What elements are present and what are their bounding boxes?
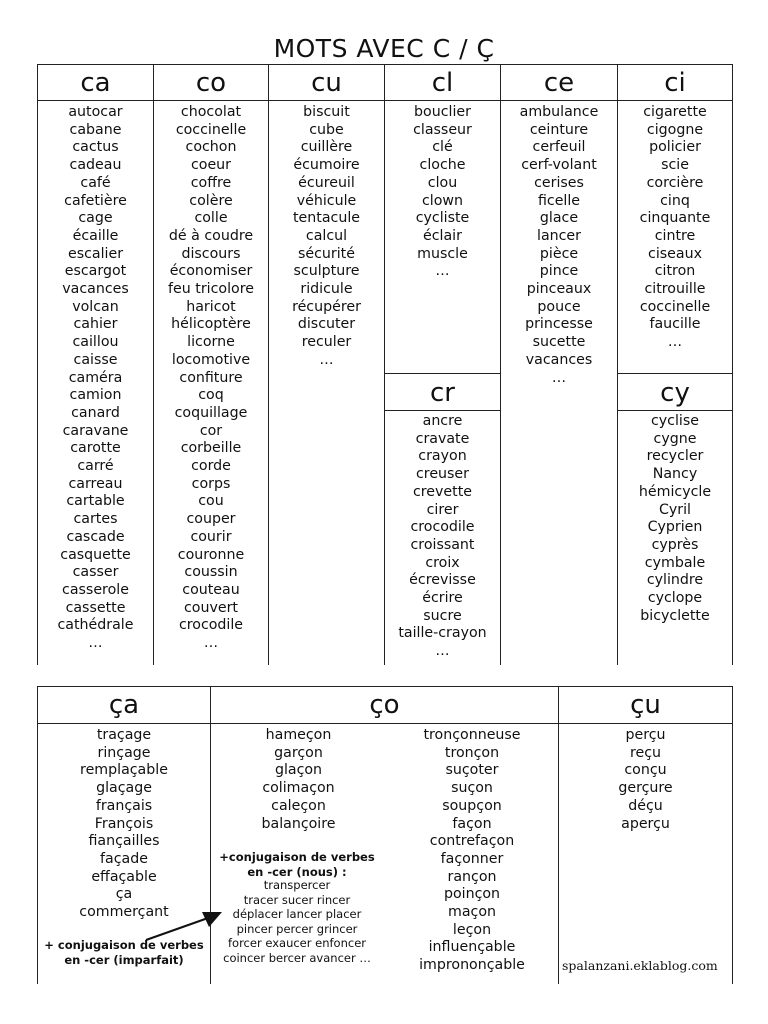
word-cr: … (435, 643, 450, 660)
word-cedille-co: imprononçable (419, 957, 525, 974)
word-cu: récupérer (292, 298, 361, 315)
word-ce: pince (539, 263, 579, 280)
word-cedille-co: garçon (274, 744, 323, 761)
word-cu: véhicule (296, 192, 357, 209)
word-co: hélicoptère (171, 316, 251, 333)
word-ci: cinq (660, 192, 690, 209)
word-cedille-cu: aperçu (621, 815, 670, 832)
word-cy: recycler (646, 448, 704, 465)
word-cedille-co: soupçon (442, 797, 502, 814)
word-co: couper (186, 511, 236, 528)
word-ca: canard (71, 404, 120, 421)
word-ca: autocar (68, 104, 123, 120)
header-cl: cl (431, 68, 454, 98)
word-ca: … (88, 635, 103, 652)
word-ci: cinquante (639, 210, 711, 227)
word-co: couvert (184, 599, 238, 616)
word-cu: … (319, 351, 334, 368)
word-cl: muscle (417, 245, 468, 262)
word-cl: clou (427, 174, 458, 191)
header-ca: ca (80, 68, 111, 98)
word-cr: cravate (415, 430, 470, 447)
word-cedille-co: hameçon (265, 727, 332, 743)
word-cy: cygne (653, 430, 697, 447)
word-cy: Cyprien (647, 519, 703, 536)
word-co: coquillage (174, 404, 248, 421)
note-verb-line: tracer sucer rincer (243, 892, 351, 907)
word-ce: ambulance (519, 104, 599, 120)
word-ca: cartes (73, 511, 118, 528)
word-cy: cymbale (644, 554, 706, 571)
note-verb-line: forcer exaucer enfoncer (228, 936, 366, 951)
word-cu: biscuit (303, 104, 350, 120)
word-co: corde (191, 458, 231, 475)
word-co: confiture (179, 369, 243, 386)
word-co: corbeille (180, 440, 242, 457)
word-cedille-co: balançoire (261, 815, 336, 832)
word-co: coeur (190, 157, 232, 174)
header-ce: ce (543, 68, 575, 98)
word-cu: écureuil (298, 174, 355, 191)
word-ce: ceinture (529, 121, 589, 138)
word-ci: corcière (646, 174, 704, 191)
word-cedille-cu: conçu (624, 762, 667, 779)
word-ca: escargot (64, 263, 127, 280)
word-cu: calcul (305, 227, 348, 244)
word-cy: bicyclette (640, 607, 710, 624)
word-ce: sucette (532, 334, 586, 351)
word-ca: casquette (60, 546, 131, 563)
word-cedille-cu: déçu (628, 797, 663, 814)
word-ca: volcan (72, 298, 119, 315)
word-cedille-cu: gerçure (618, 780, 673, 797)
word-ci: … (667, 334, 683, 351)
word-cedille-ca: glaçage (96, 780, 152, 797)
word-cedille-ca: façade (100, 850, 148, 867)
word-cr: crocodile (410, 519, 475, 536)
header-cr: cr (430, 378, 455, 408)
word-cedille-co: suçoter (445, 762, 499, 779)
word-ci: faucille (649, 316, 701, 333)
word-cedille-co: leçon (452, 921, 492, 938)
word-cedille-co: contrefaçon (429, 833, 515, 850)
word-ce: pinceaux (526, 281, 592, 298)
note-line: en -cer (nous) : (247, 864, 347, 879)
word-ca: café (80, 174, 111, 191)
word-ci: cigogne (646, 121, 704, 138)
word-cedille-co: caleçon (271, 797, 326, 814)
word-ca: caméra (68, 369, 123, 386)
word-co: discours (181, 245, 241, 262)
word-cr: croissant (410, 536, 475, 553)
word-co: dé à coudre (168, 227, 254, 244)
word-ca: carotte (70, 440, 121, 457)
word-co: couteau (182, 581, 240, 598)
word-ca: cadeau (69, 157, 122, 174)
word-cy: Cyril (658, 501, 692, 518)
word-cl: clown (421, 192, 464, 209)
word-co: coussin (184, 564, 238, 581)
word-cr: écrire (422, 590, 463, 607)
word-cedille-cu: reçu (629, 744, 662, 761)
word-cr: écrevisse (409, 572, 476, 589)
word-co: cou (198, 493, 224, 510)
word-cl: éclair (423, 227, 462, 244)
word-ca: escalier (67, 245, 124, 262)
word-co: cochon (185, 139, 237, 156)
word-cedille-ca: français (95, 797, 153, 814)
word-cedille-co: façonner (440, 850, 504, 867)
word-co: licorne (187, 334, 235, 351)
word-co: chocolat (180, 104, 242, 120)
word-ca: caillou (72, 334, 119, 351)
word-cu: sécurité (298, 245, 355, 262)
word-cedille-ca: commerçant (79, 904, 169, 921)
header-cedille-co: ço (369, 690, 400, 720)
word-co: coq (198, 387, 224, 404)
word-co: … (203, 635, 219, 652)
note-verb-line: transpercer (263, 878, 331, 892)
word-ca: cactus (72, 139, 119, 156)
word-ci: ciseaux (648, 245, 702, 262)
word-co: cor (199, 422, 223, 439)
word-ca: cathédrale (57, 617, 134, 634)
word-cu: reculer (301, 334, 352, 351)
word-cr: sucre (423, 607, 462, 624)
header-cedille-ca: ça (108, 690, 140, 720)
word-cedille-co: influençable (428, 939, 516, 956)
word-cr: ancre (422, 413, 463, 429)
header-ci: ci (664, 68, 686, 98)
word-ci: cigarette (643, 104, 707, 120)
word-cedille-ca: effaçable (91, 868, 157, 885)
header-cy: cy (660, 378, 690, 408)
word-cr: crayon (418, 448, 467, 465)
word-cedille-co: colimaçon (262, 780, 335, 797)
note-verb-line: coincer bercer avancer … (223, 950, 371, 965)
header-cu: cu (311, 68, 342, 98)
word-cedille-ca: remplaçable (80, 762, 168, 779)
word-ca: caisse (73, 351, 118, 368)
word-ca: cabane (69, 121, 122, 138)
word-cl: cloche (419, 157, 466, 174)
word-ce: ficelle (537, 192, 581, 209)
word-co: coccinelle (175, 121, 247, 138)
word-cy: hémicycle (638, 483, 712, 500)
word-cl: classeur (413, 121, 472, 138)
header-cedille-cu: çu (630, 690, 661, 720)
word-ca: cassette (65, 599, 126, 616)
word-cedille-co: rançon (447, 868, 497, 885)
word-cr: cirer (426, 501, 459, 518)
word-cedille-ca: François (94, 815, 154, 832)
word-cedille-ca: ça (115, 886, 133, 903)
word-ce: cerf-volant (521, 157, 597, 174)
word-co: haricot (186, 298, 236, 315)
word-cr: creuser (416, 466, 469, 483)
word-co: coffre (190, 174, 232, 191)
word-ca: cartable (66, 493, 125, 510)
note-line: en -cer (imparfait) (64, 952, 184, 967)
word-cu: cube (309, 121, 344, 138)
word-cedille-ca: fiançailles (88, 833, 160, 850)
word-ce: cerises (534, 174, 584, 191)
word-ci: cintre (654, 227, 696, 244)
page-title: MOTS AVEC C / Ç (273, 34, 495, 63)
word-cedille-co: façon (452, 815, 492, 832)
word-ci: scie (661, 157, 689, 174)
word-co: économiser (169, 263, 253, 280)
word-cr: taille-crayon (398, 625, 487, 642)
word-ca: écaille (72, 227, 119, 244)
word-cedille-ca: rinçage (97, 744, 151, 761)
word-cedille-ca: traçage (96, 727, 152, 743)
word-ci: coccinelle (639, 298, 711, 315)
word-cedille-co: tronçon (444, 744, 500, 761)
word-cr: croix (425, 554, 460, 571)
word-ca: caravane (62, 422, 129, 439)
word-cl: clé (432, 139, 453, 156)
word-cy: cylindre (646, 572, 704, 589)
word-cedille-co: suçon (451, 780, 493, 797)
word-ca: cage (78, 210, 113, 227)
note-verb-line: pincer percer grincer (236, 921, 358, 936)
word-cu: écumoire (293, 157, 360, 174)
word-cu: sculpture (293, 263, 360, 280)
word-cl: bouclier (414, 104, 471, 120)
word-co: crocodile (178, 617, 244, 634)
word-co: locomotive (171, 351, 251, 368)
word-cy: Nancy (652, 466, 698, 483)
word-ce: pièce (539, 245, 579, 262)
word-co: corps (191, 475, 231, 492)
word-cy: cyclise (650, 413, 699, 429)
word-ca: cahier (73, 316, 118, 333)
word-cu: discuter (297, 316, 356, 333)
word-co: colère (189, 192, 233, 209)
word-cedille-co: tronçonneuse (423, 727, 521, 743)
word-cu: cuillère (300, 139, 353, 156)
note-verb-line: déplacer lancer placer (232, 907, 362, 922)
word-co: feu tricolore (168, 281, 254, 298)
word-ca: cascade (66, 528, 125, 545)
word-ca: carré (77, 458, 114, 475)
word-ce: princesse (525, 316, 593, 333)
word-co: couronne (177, 546, 245, 563)
word-ca: cafetière (64, 192, 127, 209)
source-credit: spalanzani.eklablog.com (562, 958, 718, 973)
word-ce: lancer (537, 227, 581, 244)
word-ca: casserole (62, 581, 129, 598)
word-cedille-cu: perçu (625, 727, 666, 743)
word-ce: vacances (525, 351, 593, 368)
word-co: colle (194, 210, 228, 227)
word-cl: cycliste (415, 210, 470, 227)
word-cy: cyprès (651, 536, 699, 553)
word-cu: ridicule (300, 281, 353, 298)
word-ci: citrouille (644, 281, 706, 298)
note-line: + conjugaison de verbes (44, 938, 204, 952)
word-cr: crevette (412, 483, 473, 500)
word-cedille-co: glaçon (274, 762, 323, 779)
word-ce: … (551, 369, 567, 386)
word-ca: carreau (68, 475, 123, 492)
word-cu: tentacule (292, 210, 360, 227)
word-ci: citron (654, 263, 696, 280)
word-ci: policier (649, 139, 701, 156)
word-ce: cerfeuil (532, 139, 586, 156)
word-ca: camion (69, 387, 122, 404)
word-ce: glace (539, 210, 579, 227)
word-cedille-co: poinçon (443, 886, 501, 903)
header-co: co (195, 68, 227, 98)
word-ca: vacances (62, 281, 129, 298)
word-ce: pouce (537, 298, 581, 315)
word-ca: casser (72, 564, 119, 581)
word-cy: cyclope (647, 590, 703, 607)
word-co: courir (190, 528, 232, 545)
word-cedille-co: maçon (448, 904, 496, 921)
note-line: +conjugaison de verbes (219, 850, 375, 864)
word-cl: … (435, 263, 450, 280)
